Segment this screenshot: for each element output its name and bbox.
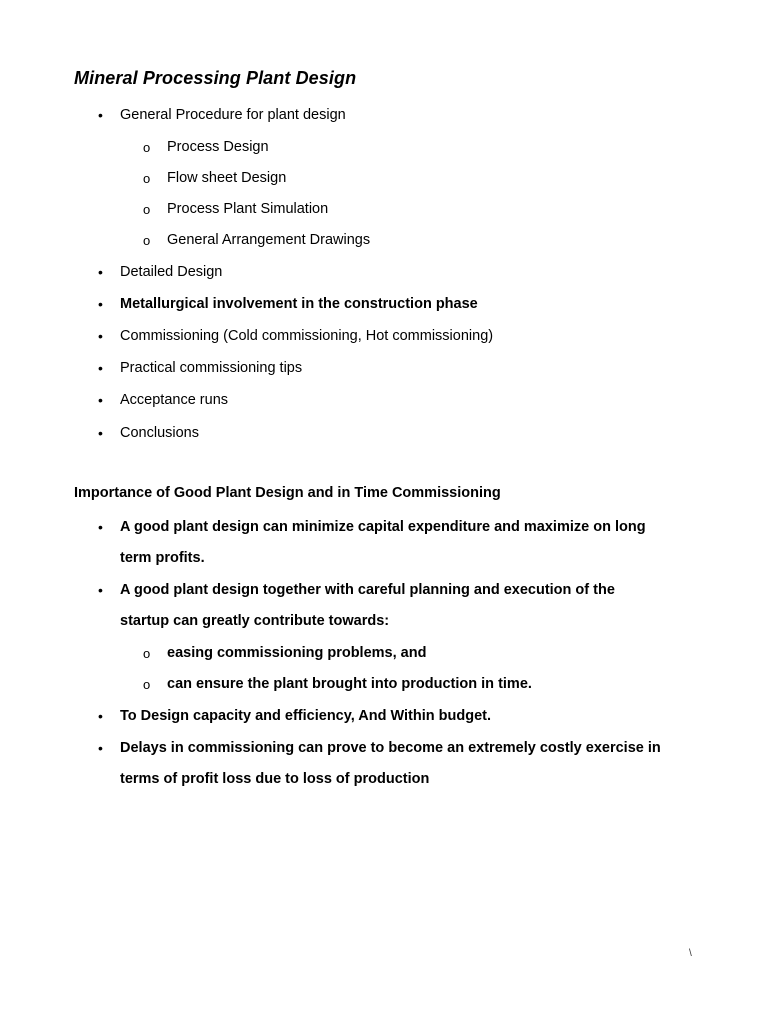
document-title: Mineral Processing Plant Design: [74, 68, 357, 88]
sub-list-item: Process Plant Simulation: [167, 201, 329, 217]
bullet-icon: •: [98, 296, 103, 312]
sub-list-item: Process Design: [167, 139, 269, 155]
bullet-icon: •: [98, 392, 103, 408]
bullet-icon: •: [98, 740, 103, 756]
sub-list-item: General Arrangement Drawings: [167, 232, 371, 248]
list-item: Commissioning (Cold commissioning, Hot commissioning): [120, 328, 494, 344]
list-item: General Procedure for plant design: [120, 107, 346, 123]
bullet-icon: •: [98, 264, 103, 280]
sub-bullet-icon: o: [143, 171, 151, 186]
list-item: A good plant design together with careful planning and execution of the: [120, 582, 615, 598]
sub-bullet-icon: o: [143, 140, 151, 155]
sub-list-item: can ensure the plant brought into production in time.: [167, 676, 532, 692]
bullet-icon: •: [98, 360, 103, 376]
sub-bullet-icon: o: [143, 233, 151, 248]
list-item: Conclusions: [120, 425, 199, 441]
list-item: startup can greatly contribute towards:: [120, 613, 390, 629]
list-item: Detailed Design: [120, 264, 223, 280]
page-number: \: [689, 948, 692, 959]
list-item: To Design capacity and efficiency, And Within budget.: [120, 708, 491, 724]
sub-bullet-icon: o: [143, 202, 151, 217]
bullet-icon: •: [98, 107, 103, 123]
sub-list-item: Flow sheet Design: [167, 170, 287, 186]
list-item: Metallurgical involvement in the construction phase: [120, 296, 478, 312]
bullet-icon: •: [98, 708, 103, 724]
list-item: Acceptance runs: [120, 392, 229, 408]
list-item: terms of profit loss due to loss of production: [120, 771, 430, 787]
list-item: Delays in commissioning can prove to become an extremely costly exercise in: [120, 740, 661, 756]
bullet-icon: •: [98, 328, 103, 344]
list-item: A good plant design can minimize capital expenditure and maximize on long: [120, 519, 646, 535]
bullet-icon: •: [98, 582, 103, 598]
bullet-icon: •: [98, 425, 103, 441]
sub-bullet-icon: o: [143, 646, 151, 661]
list-item: Practical commissioning tips: [120, 360, 303, 376]
sub-list-item: easing commissioning problems, and: [167, 645, 427, 661]
sub-bullet-icon: o: [143, 677, 151, 692]
section-heading: Importance of Good Plant Design and in Time Commissioning: [74, 485, 501, 501]
list-item: term profits.: [120, 550, 205, 566]
bullet-icon: •: [98, 519, 103, 535]
